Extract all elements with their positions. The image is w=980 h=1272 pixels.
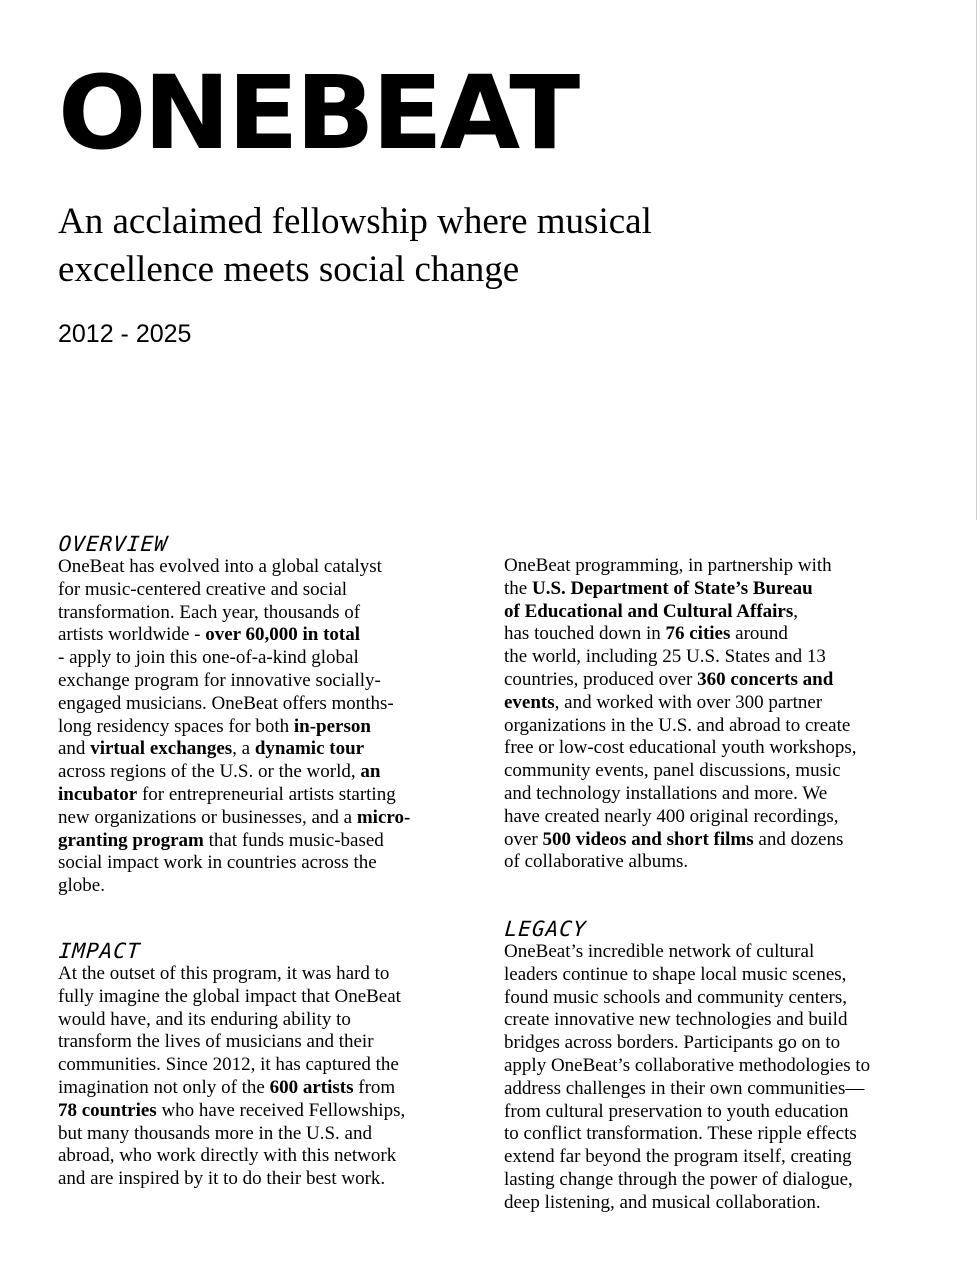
text-line: countries, produced over 360 concerts and bbox=[504, 668, 834, 690]
text-line: have created nearly 400 original recordings, bbox=[504, 805, 839, 827]
text-line: across regions of the U.S. or the world, an bbox=[58, 761, 381, 783]
text-line: artists worldwide - over 60,000 in total bbox=[58, 624, 361, 646]
page-edge-divider bbox=[976, 0, 977, 520]
highlight: 360 concerts and bbox=[697, 668, 834, 690]
text-line: transform the lives of musicians and their bbox=[58, 1031, 374, 1053]
text-line: but many thousands more in the U.S. and bbox=[58, 1122, 372, 1144]
text-line: community events, panel discussions, music bbox=[504, 760, 841, 782]
impact-section bbox=[58, 940, 478, 1191]
text-line: fully imagine the global impact that OneBeat bbox=[58, 985, 401, 1007]
text-line: has touched down in 76 cities around bbox=[504, 623, 788, 645]
text-line: imagination not only of the 600 artists from bbox=[58, 1076, 396, 1098]
text-line: leaders continue to shape local music scenes, bbox=[504, 963, 847, 985]
text-line: found music schools and community centers, bbox=[504, 986, 847, 1008]
text-line: of Educational and Cultural Affairs, bbox=[504, 600, 799, 622]
highlight: micro- bbox=[356, 806, 411, 828]
highlight: over 60,000 in total bbox=[205, 624, 361, 646]
onebeat-logo: ONEBEAT bbox=[58, 53, 578, 173]
text-line: OneBeat programming, in partnership with bbox=[504, 555, 832, 576]
highlight: 76 cities bbox=[665, 623, 731, 645]
highlight: in-person bbox=[293, 715, 371, 737]
text-line: would have, and its enduring ability to bbox=[58, 1008, 351, 1030]
text-line: to conflict transformation. These ripple effects bbox=[504, 1123, 857, 1145]
legacy-section bbox=[504, 918, 934, 1215]
text-line: abroad, who work directly with this network bbox=[58, 1145, 397, 1167]
text-line: and virtual exchanges, a dynamic tour bbox=[58, 738, 365, 760]
highlight: incubator bbox=[58, 783, 138, 805]
text-line: address challenges in their own communities— bbox=[504, 1077, 865, 1099]
text-line: free or low-cost educational youth workshops, bbox=[504, 737, 857, 759]
text-line: OneBeat’s incredible network of cultural bbox=[504, 941, 815, 962]
text-line: - apply to join this one-of-a-kind global bbox=[58, 647, 359, 669]
text-line: long residency spaces for both in-person bbox=[58, 715, 371, 737]
highlight: dynamic tour bbox=[254, 738, 365, 760]
tagline-line: excellence meets social change bbox=[58, 249, 520, 290]
text-line: the world, including 25 U.S. States and 13 bbox=[504, 646, 826, 668]
text-line: social impact work in countries across the bbox=[58, 852, 377, 874]
text-line: engaged musicians. OneBeat offers months- bbox=[58, 692, 394, 714]
text-line: and are inspired by it to do their best work. bbox=[58, 1168, 386, 1190]
text-line: OneBeat has evolved into a global catalyst bbox=[58, 556, 382, 577]
highlight: U.S. Department of State’s Bureau bbox=[531, 577, 813, 599]
legacy-heading: LEGACY bbox=[503, 917, 588, 941]
text-line: extend far beyond the program itself, creating bbox=[504, 1146, 852, 1168]
tagline-line: An acclaimed fellowship where musical bbox=[58, 201, 652, 242]
text-line: for music-centered creative and social bbox=[58, 578, 348, 600]
text-line: communities. Since 2012, it has captured the bbox=[58, 1054, 399, 1076]
program-years: 2012 - 2025 bbox=[58, 320, 192, 348]
text-line: events, and worked with over 300 partner bbox=[504, 691, 823, 713]
text-line: deep listening, and musical collaboration. bbox=[504, 1191, 821, 1213]
legacy-text bbox=[504, 941, 934, 1215]
impact-text bbox=[58, 963, 478, 1191]
text-line: 78 countries who have received Fellowships, bbox=[58, 1099, 406, 1121]
programming-text bbox=[504, 555, 934, 874]
highlight: of Educational and Cultural Affairs bbox=[504, 600, 794, 622]
text-line: and technology installations and more. We bbox=[504, 782, 828, 804]
highlight: 500 videos and short films bbox=[542, 828, 754, 850]
highlight: an bbox=[360, 761, 381, 783]
text-line: create innovative new technologies and build bbox=[504, 1009, 848, 1031]
text-line: globe. bbox=[58, 875, 105, 897]
highlight: 600 artists bbox=[269, 1076, 354, 1098]
text-line: over 500 videos and short films and dozens bbox=[504, 828, 844, 850]
impact-heading: IMPACT bbox=[57, 939, 142, 963]
overview-heading: OVERVIEW bbox=[57, 532, 169, 556]
highlight: 78 countries bbox=[58, 1099, 157, 1121]
text-line: organizations in the U.S. and abroad to create bbox=[504, 714, 851, 736]
text-line: granting program that funds music-based bbox=[58, 829, 384, 851]
highlight: virtual exchanges bbox=[90, 738, 233, 760]
text-line: from cultural preservation to youth education bbox=[504, 1100, 849, 1122]
text-line: bridges across borders. Participants go on to bbox=[504, 1032, 841, 1054]
text-line: transformation. Each year, thousands of bbox=[58, 601, 361, 623]
overview-text bbox=[58, 556, 478, 898]
text-line: the U.S. Department of State’s Bureau bbox=[504, 577, 813, 599]
text-line: At the outset of this program, it was hard to bbox=[58, 963, 390, 984]
text-line: apply OneBeat’s collaborative methodologies to bbox=[504, 1054, 871, 1076]
highlight: granting program bbox=[58, 829, 204, 851]
text-line: of collaborative albums. bbox=[504, 851, 689, 873]
overview-section bbox=[58, 533, 478, 898]
text-line: exchange program for innovative socially- bbox=[58, 669, 381, 691]
highlight: events bbox=[504, 691, 555, 713]
programming-section bbox=[504, 555, 934, 874]
text-line: incubator for entrepreneurial artists starting bbox=[58, 783, 396, 805]
tagline bbox=[58, 198, 758, 294]
text-line: new organizations or businesses, and a micro- bbox=[58, 806, 411, 828]
text-line: lasting change through the power of dialogue, bbox=[504, 1168, 853, 1190]
